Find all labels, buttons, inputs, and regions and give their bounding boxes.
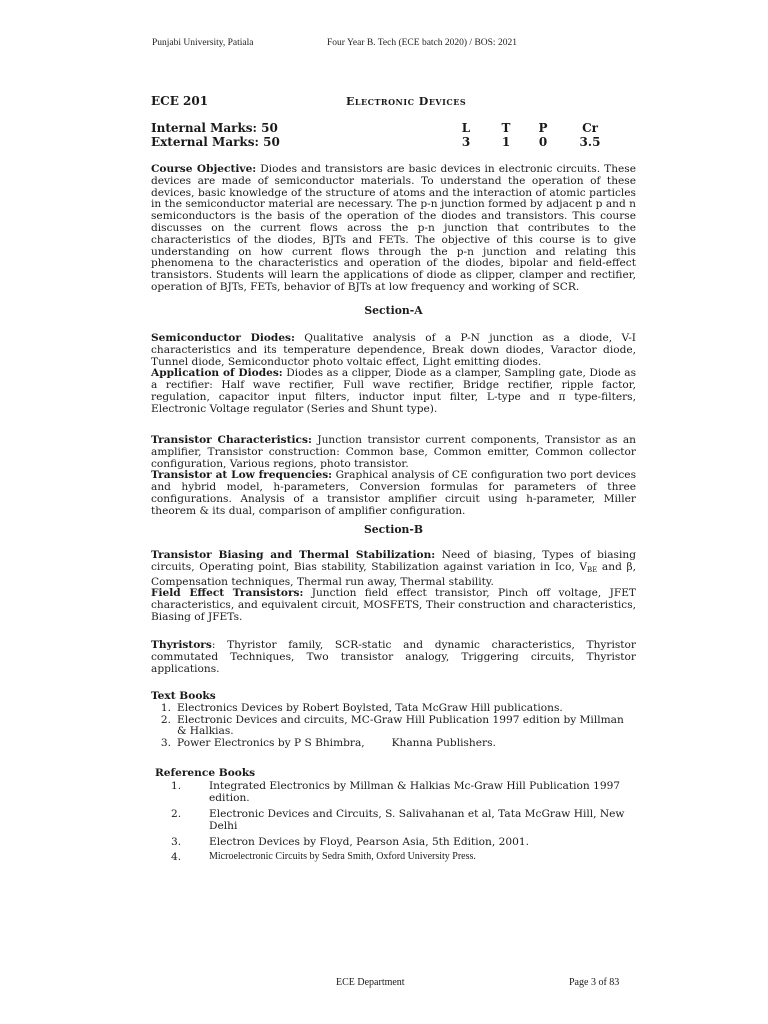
biasing-text-1: Need of biasing, Types of biasing circuits, Operating point, Bias stability, Stabilization against variation in Ico, V: [151, 549, 636, 573]
section-b-thyristors: [151, 640, 636, 675]
thyristor-label: Thyristors: [151, 639, 212, 651]
section-b-biasing: [151, 550, 636, 624]
list-item-text: Electron Devices by Floyd, Pearson Asia, 5th Edition, 2001.: [209, 835, 529, 848]
list-item-number: 3.: [171, 835, 182, 848]
footer-page-number: Page 3 of 83: [569, 977, 620, 988]
list-item: [155, 808, 636, 833]
objective-label: Course Objective:: [151, 163, 257, 175]
course-objective: [151, 164, 636, 294]
ltp-header-l: L: [461, 121, 471, 135]
ltp-header-t: T: [501, 121, 511, 135]
objective-text: Diodes and transistors are basic devices in electronic circuits. These devices are made of semiconductor materials. To understand the operation of these devices, basic knowledge of the structure of atoms and the interaction of atomic particles in the semiconductor material are necessary. The p-n junction formed by adjacent p and n semiconductors is the basis of the operation of the diodes and transistors. This course discusses on the current flows across the p-n junction that contributes to the characteristics of the diodes, BJTs and FETs. The objective of this course is to give understanding on how current flows through the p-n junction and relating this phenomena to the characteristics and operation of the diodes, bipolar and field-effect transistors. Students will learn the applications of diode as clipper, clamper and rectifier, operation of BJTs, FETs, behavior of BJTs at low frequency and working of SCR.: [151, 163, 637, 293]
list-item-number: 2.: [160, 713, 171, 726]
applications-label: Application of Diodes:: [151, 367, 283, 380]
biasing-text-2: and β, Compensation techniques, Thermal run away, Thermal stability.: [151, 560, 636, 588]
list-item-text: Integrated Electronics by Millman & Halkias Mc-Graw Hill Publication 1997 edition.: [209, 779, 621, 805]
lowfreq-label: Transistor at Low frequencies:: [151, 469, 333, 482]
list-item-number: 1.: [171, 779, 182, 792]
transistor-text: Junction transistor current components, Transistor as an amplifier, Transistor construction: Common base, Common emitter, Common collector configuration, Various regions, photo transistor.: [151, 434, 636, 470]
list-item-number: 1.: [160, 701, 171, 714]
section-b-heading: Section-B: [364, 523, 423, 536]
ltp-value-cr: 3.5: [579, 135, 601, 149]
footer-department: ECE Department: [336, 977, 405, 988]
ltp-header-p: P: [538, 121, 548, 135]
list-item: [155, 780, 636, 805]
header-program: Four Year B. Tech (ECE batch 2020) / BOS: 2021: [327, 38, 517, 48]
list-item: [150, 715, 636, 739]
diodes-text: Qualitative analysis of a P-N junction as a diode, V-I characteristics and its temperature dependence, Break down diodes, Varactor diode, Tunnel diode, Semiconductor photo voltaic effect, Light emitting diodes.: [151, 332, 636, 368]
section-a-transistors: [151, 435, 636, 518]
list-item: [150, 738, 636, 750]
list-item: [155, 836, 636, 849]
list-item-text: Power Electronics by P S Bhimbra, Khanna Publishers.: [177, 737, 496, 750]
ltp-header-cr: Cr: [582, 121, 598, 135]
internal-marks: Internal Marks: 50: [151, 121, 278, 135]
list-item-number: 3.: [160, 737, 171, 750]
list-item-text: Microelectronic Circuits by Sedra Smith, Oxford University Press.: [209, 851, 476, 863]
section-a-diodes: [151, 333, 636, 416]
ltp-value-p: 0: [538, 135, 548, 149]
lowfreq-text: Graphical analysis of CE configuration two port devices and hybrid model, h-parameters, Conversion formulas for parameters of three configurations. Analysis of a transistor amplifier circuit using h-parameter, Miller theorem & its dual, comparison of amplifier configuration.: [151, 469, 637, 517]
course-code: ECE 201: [151, 94, 209, 108]
reference-books-heading: Reference Books: [155, 767, 256, 779]
list-item-text: Electronic Devices and Circuits, S. Salivahanan et al, Tata McGraw Hill, New Delhi: [209, 807, 625, 833]
header-university: Punjabi University, Patiala: [152, 38, 254, 48]
list-item-number: 2.: [171, 807, 182, 820]
applications-text: Diodes as a clipper, Diode as a clamper, Sampling gate, Diode as a rectifier: Half wave rectifier, Full wave rectifier, Bridge rectifier, ripple factor, regulation, capacitor input filters, inductor input filter, L-type and π type-filters, Electronic Voltage regulator (Series and Shunt type).: [151, 367, 637, 415]
thyristor-text: : Thyristor family, SCR-static and dynamic characteristics, Thyristor commutated Techniques, Two transistor analogy, Triggering circuits, Thyristor applications.: [151, 639, 636, 675]
ltp-value-l: 3: [461, 135, 471, 149]
vbe-subscript: BE: [587, 565, 598, 574]
text-books-heading: Text Books: [151, 690, 216, 702]
fet-label: Field Effect Transistors:: [151, 587, 304, 600]
transistor-label: Transistor Characteristics:: [151, 434, 312, 446]
biasing-label: Transistor Biasing and Thermal Stabilization:: [151, 549, 436, 561]
list-item-text: Electronics Devices by Robert Boylsted, Tata McGraw Hill publications.: [177, 701, 563, 714]
section-a-heading: Section-A: [364, 304, 423, 317]
external-marks: External Marks: 50: [151, 135, 280, 149]
course-title: Electronic Devices: [346, 95, 467, 108]
reference-books: [155, 768, 636, 864]
ltp-value-t: 1: [501, 135, 511, 149]
fet-text: Junction field effect transistor, Pinch off voltage, JFET characteristics, and equivalent circuit, MOSFETS, Their construction and characteristics, Biasing of JFETs.: [151, 587, 636, 623]
text-books: [151, 691, 636, 750]
list-item-number: 4.: [171, 851, 182, 864]
diodes-label: Semiconductor Diodes:: [151, 332, 295, 344]
list-item: [155, 851, 636, 864]
list-item-text: Electronic Devices and circuits, MC-Graw Hill Publication 1997 edition by Millman & Halkias.: [177, 713, 624, 738]
list-item: [150, 703, 636, 715]
